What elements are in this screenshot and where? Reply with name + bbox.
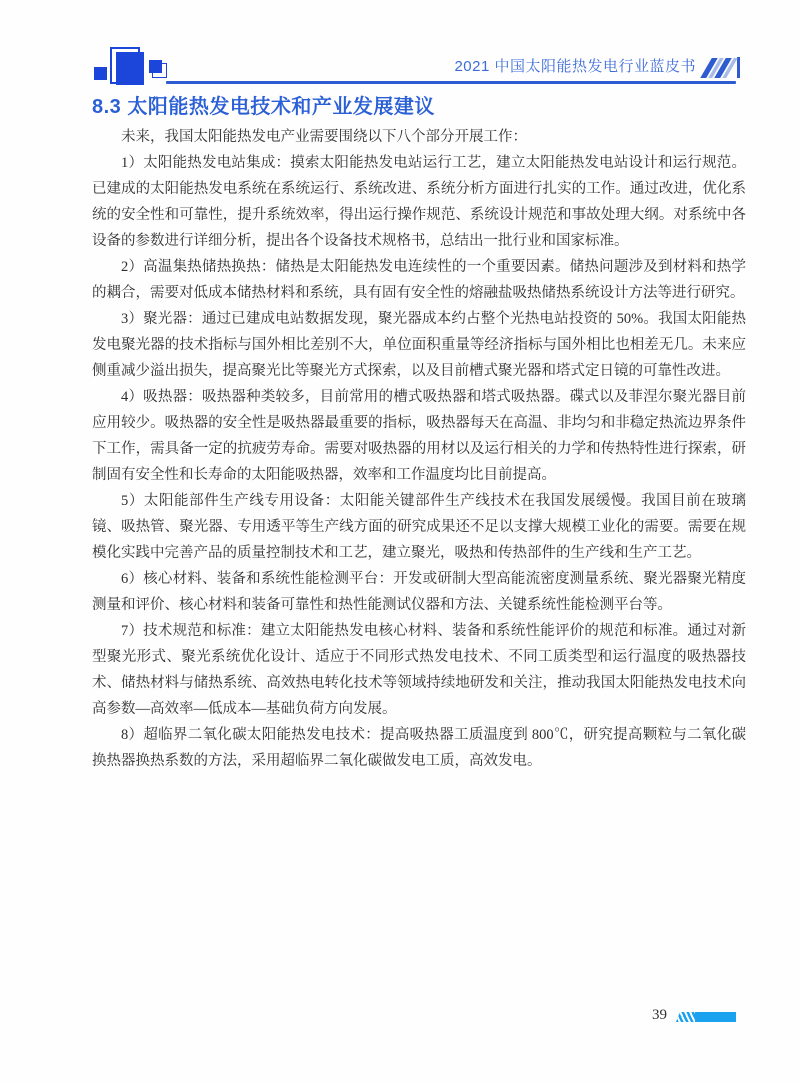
body-paragraph-1: 1）太阳能热发电站集成：摸索太阳能热发电站运行工艺，建立太阳能热发电站设计和运行规范。已建成的太阳能热发电系统在系统运行、系统改进、系统分析方面进行扎实的工作。通过改进，优化系统的安全性和可靠性，提升系统效率，得出运行操作规范、系统设计规范和事故处理大纲。对系统中各设备的参数进行详细分析，提出各个设备技术规格书，总结出一批行业和国家标准。 — [92, 155, 746, 249]
stripe-vertical-bar — [737, 57, 740, 78]
header-divider — [166, 81, 736, 84]
body-paragraph-4: 4）吸热器：吸热器种类较多，目前常用的槽式吸热器和塔式吸热器。碟式以及菲涅尔聚光器目前应用较少。吸热器的安全性是吸热器最重要的指标，吸热器每天在高温、非均匀和非稳定热流边界条件下工作，需具备一定的抗疲劳寿命。需要对吸热器的用材以及运行相关的力学和传热特性进行探索，研制固有安全性和长寿命的太阳能吸热器，效率和工作温度均比目前提高。 — [92, 389, 746, 483]
page-number: 39 — [652, 1007, 667, 1023]
section-heading: 8.3 太阳能热发电技术和产业发展建议 — [92, 96, 435, 118]
body-text — [92, 124, 746, 774]
body-paragraph-intro: 未来，我国太阳能热发电产业需要围绕以下八个部分开展工作： — [121, 129, 527, 145]
body-paragraph-7: 7）技术规范和标准：建立太阳能热发电核心材料、装备和系统性能评价的规范和标准。通过对新型聚光形式、聚光系统优化设计、适应于不同形式热发电技术、不同工质类型和运行温度的吸热器技术、储热材料与储热系统、高效热电转化技术等领域持续地研发和关注，推动我国太阳能热发电技术向高参数—高效率—低成本—基础负荷方向发展。 — [92, 623, 746, 717]
body-paragraph-8: 8）超临界二氧化碳太阳能热发电技术：提高吸热器工质温度到 800℃，研究提高颗粒与二氧化碳换热器换热系数的方法，采用超临界二氧化碳做发电工质，高效发电。 — [92, 727, 746, 769]
body-paragraph-6: 6）核心材料、装备和系统性能检测平台：开发或研制大型高能流密度测量系统、聚光器聚光精度测量和评价、核心材料和装备可靠性和热性能测试仪器和方法、关键系统性能检测平台等。 — [92, 571, 746, 613]
logo-square-large — [116, 52, 144, 85]
book-title: 2021 中国太阳能热发电行业蓝皮书 — [454, 58, 696, 75]
footer-bar-decoration-icon — [676, 1012, 736, 1022]
logo-square-small-right — [149, 60, 162, 73]
logo-square-small-left — [94, 67, 107, 80]
diagonal-stripes-icon — [706, 57, 740, 78]
body-paragraph-5: 5）太阳能部件生产线专用设备：太阳能关键部件生产线技术在我国发展缓慢。我国目前在玻璃镜、吸热管、聚光器、专用透平等生产线方面的研究成果还不足以支撑大规模工业化的需要。需要在规模化实践中完善产品的质量控制技术和工艺，建立聚光，吸热和传热部件的生产线和生产工艺。 — [92, 493, 746, 561]
body-paragraph-3: 3）聚光器：通过已建成电站数据发现，聚光器成本约占整个光热电站投资的 50%。我国太阳能热发电聚光器的技术指标与国外相比差别不大，单位面积重量等经济指标与国外相比也相差无几。未来应侧重减少溢出损失，提高聚光比等聚光方式探索，以及目前槽式聚光器和塔式定日镜的可靠性改进。 — [92, 311, 746, 379]
body-paragraph-2: 2）高温集热储热换热：储热是太阳能热发电连续性的一个重要因素。储热问题涉及到材料和热学的耦合，需要对低成本储热材料和系统，具有固有安全性的熔融盐吸热储热系统设计方法等进行研究。 — [92, 259, 746, 301]
